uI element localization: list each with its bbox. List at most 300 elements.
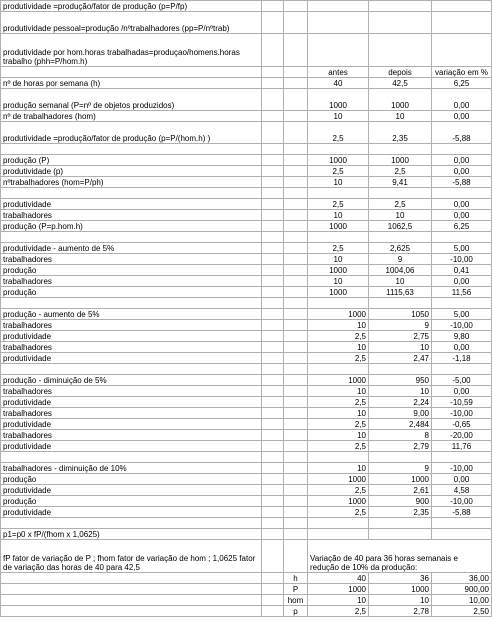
sheet-cell[interactable]: 10 (308, 408, 369, 419)
sheet-cell[interactable]: trabalhadores (1, 342, 262, 353)
sheet-cell[interactable] (308, 529, 369, 540)
sheet-cell[interactable] (284, 188, 308, 199)
sheet-cell[interactable] (432, 529, 492, 540)
sheet-cell[interactable] (308, 298, 369, 309)
sheet-cell[interactable]: p (284, 606, 308, 617)
sheet-cell[interactable] (262, 1, 284, 12)
sheet-cell[interactable]: 2,79 (369, 441, 432, 452)
sheet-cell[interactable]: 10 (308, 111, 369, 122)
sheet-cell[interactable]: -20,00 (432, 430, 492, 441)
sheet-cell[interactable]: 0,00 (432, 166, 492, 177)
sheet-row (1, 243, 492, 254)
sheet-cell[interactable]: 900 (369, 496, 432, 507)
sheet-cell[interactable]: 2,24 (369, 397, 432, 408)
sheet-cell[interactable]: 1000 (369, 474, 432, 485)
sheet-cell[interactable]: produtividade (1, 419, 262, 430)
sheet-row (1, 408, 492, 419)
sheet-cell[interactable]: fP fator de variação de P ; fhom fator de variação de hom ; 1,0625 fator de variação das horas de 40 para 42,5 (1, 540, 262, 573)
sheet-cell[interactable]: trabalhadores (1, 320, 262, 331)
sheet-cell[interactable]: 10 (308, 342, 369, 353)
sheet-cell[interactable] (308, 1, 369, 12)
sheet-cell[interactable]: 2,47 (369, 353, 432, 364)
sheet-cell[interactable] (284, 265, 308, 276)
sheet-cell[interactable] (284, 243, 308, 254)
sheet-cell[interactable]: -10,00 (432, 408, 492, 419)
sheet-cell[interactable]: p1=p0 x fP/(fhom x 1,0625) (1, 529, 262, 540)
sheet-cell[interactable]: produtividade (1, 199, 262, 210)
sheet-cell[interactable] (262, 606, 284, 617)
sheet-cell[interactable]: nºtrabalhadores (hom=P/ph) (1, 177, 262, 188)
sheet-cell[interactable] (369, 298, 432, 309)
sheet-cell[interactable] (1, 595, 262, 606)
sheet-cell[interactable] (262, 584, 284, 595)
sheet-cell[interactable] (284, 309, 308, 320)
sheet-cell[interactable] (432, 1, 492, 12)
sheet-cell[interactable]: 10 (308, 276, 369, 287)
sheet-cell[interactable] (284, 232, 308, 243)
sheet-cell[interactable]: 9,00 (369, 408, 432, 419)
sheet-cell[interactable] (262, 287, 284, 298)
sheet-cell[interactable] (262, 529, 284, 540)
sheet-cell[interactable]: 2,35 (369, 507, 432, 518)
sheet-cell[interactable]: 2,5 (308, 485, 369, 496)
sheet-cell[interactable]: 2,75 (369, 331, 432, 342)
sheet-cell[interactable]: -5,88 (432, 507, 492, 518)
sheet-cell[interactable] (1, 573, 262, 584)
sheet-cell[interactable] (262, 430, 284, 441)
sheet-cell[interactable] (284, 287, 308, 298)
sheet-cell[interactable] (262, 298, 284, 309)
sheet-cell[interactable] (284, 430, 308, 441)
sheet-cell[interactable]: 9,80 (432, 331, 492, 342)
sheet-cell[interactable]: -10,59 (432, 397, 492, 408)
sheet-cell[interactable] (284, 485, 308, 496)
sheet-cell[interactable]: 10 (369, 210, 432, 221)
sheet-cell[interactable] (369, 232, 432, 243)
sheet-cell[interactable]: variação em % (432, 67, 492, 78)
sheet-cell[interactable]: 9 (369, 254, 432, 265)
sheet-cell[interactable]: 42,5 (369, 78, 432, 89)
sheet-cell[interactable] (284, 78, 308, 89)
sheet-cell[interactable]: 0,00 (432, 386, 492, 397)
sheet-cell[interactable] (308, 518, 369, 529)
sheet-cell[interactable] (284, 496, 308, 507)
sheet-cell[interactable]: 5,00 (432, 243, 492, 254)
sheet-cell[interactable]: 10 (308, 210, 369, 221)
sheet-cell[interactable] (262, 518, 284, 529)
sheet-cell[interactable]: produção (P=p.hom.h) (1, 221, 262, 232)
sheet-cell[interactable]: produtividade (1, 507, 262, 518)
sheet-cell[interactable]: 2,5 (308, 397, 369, 408)
sheet-cell[interactable] (284, 221, 308, 232)
sheet-cell[interactable]: produtividade (1, 353, 262, 364)
sheet-row (1, 331, 492, 342)
sheet-cell[interactable] (308, 12, 369, 34)
sheet-cell[interactable]: produtividade por hom.horas trabalhadas=produçao/homens.horas trabalho (phh=P/hom.h) (1, 34, 262, 67)
sheet-cell[interactable]: 0,00 (432, 342, 492, 353)
sheet-cell[interactable] (262, 507, 284, 518)
sheet-cell[interactable]: -5,00 (432, 375, 492, 386)
sheet-cell[interactable] (262, 485, 284, 496)
sheet-cell[interactable]: 1000 (308, 287, 369, 298)
sheet-cell[interactable]: 10 (369, 595, 432, 606)
sheet-cell[interactable] (284, 320, 308, 331)
sheet-cell[interactable]: 0,41 (432, 265, 492, 276)
sheet-cell[interactable]: 1000 (308, 265, 369, 276)
sheet-cell[interactable]: 6,25 (432, 221, 492, 232)
sheet-cell[interactable] (262, 188, 284, 199)
sheet-cell[interactable]: 0,00 (432, 474, 492, 485)
sheet-cell[interactable]: 1000 (369, 155, 432, 166)
sheet-cell[interactable]: produção (1, 496, 262, 507)
sheet-cell[interactable]: 1062,5 (369, 221, 432, 232)
sheet-cell[interactable]: -10,00 (432, 320, 492, 331)
sheet-cell[interactable] (262, 78, 284, 89)
sheet-cell[interactable]: 10 (369, 386, 432, 397)
sheet-cell[interactable] (262, 111, 284, 122)
sheet-cell[interactable]: 2,625 (369, 243, 432, 254)
sheet-cell[interactable] (284, 34, 308, 67)
sheet-cell[interactable] (262, 496, 284, 507)
sheet-cell[interactable] (284, 111, 308, 122)
sheet-cell[interactable] (284, 1, 308, 12)
sheet-cell[interactable]: 2,50 (432, 606, 492, 617)
sheet-cell[interactable] (262, 155, 284, 166)
sheet-cell[interactable]: 10 (308, 430, 369, 441)
sheet-cell[interactable]: 10 (308, 595, 369, 606)
sheet-cell[interactable] (262, 144, 284, 155)
sheet-cell[interactable] (284, 529, 308, 540)
sheet-cell[interactable]: 2,5 (369, 199, 432, 210)
sheet-cell[interactable]: 40 (308, 78, 369, 89)
sheet-cell[interactable]: 10 (308, 463, 369, 474)
sheet-cell[interactable]: 10 (308, 177, 369, 188)
sheet-cell[interactable]: P (284, 584, 308, 595)
sheet-cell[interactable] (284, 518, 308, 529)
sheet-cell[interactable] (1, 606, 262, 617)
sheet-cell[interactable] (262, 364, 284, 375)
sheet-cell[interactable]: -5,88 (432, 177, 492, 188)
sheet-cell[interactable] (284, 353, 308, 364)
sheet-cell[interactable]: 10 (308, 386, 369, 397)
sheet-cell[interactable] (369, 529, 432, 540)
sheet-cell[interactable] (262, 12, 284, 34)
sheet-cell[interactable] (262, 265, 284, 276)
sheet-row (1, 188, 492, 199)
sheet-cell[interactable] (262, 397, 284, 408)
sheet-cell[interactable] (284, 298, 308, 309)
sheet-cell[interactable]: 2,5 (308, 243, 369, 254)
sheet-cell[interactable]: nº de trabalhadores (hom) (1, 111, 262, 122)
sheet-cell[interactable]: 8 (369, 430, 432, 441)
sheet-cell[interactable] (432, 188, 492, 199)
sheet-cell[interactable]: 2,5 (308, 331, 369, 342)
sheet-cell[interactable] (284, 199, 308, 210)
sheet-cell[interactable] (284, 463, 308, 474)
sheet-cell[interactable] (432, 298, 492, 309)
sheet-cell[interactable] (262, 67, 284, 78)
sheet-cell[interactable]: trabalhadores (1, 408, 262, 419)
sheet-cell[interactable] (432, 518, 492, 529)
sheet-cell[interactable] (262, 408, 284, 419)
sheet-cell[interactable]: 1000 (369, 89, 432, 111)
sheet-cell[interactable]: produtividade pessoal=produção /nºtrabalhadores (pp=P/nºtrab) (1, 12, 262, 34)
sheet-cell[interactable]: 1115,63 (369, 287, 432, 298)
sheet-cell[interactable] (284, 166, 308, 177)
sheet-cell[interactable] (369, 188, 432, 199)
sheet-cell[interactable]: 9,41 (369, 177, 432, 188)
sheet-cell[interactable] (284, 67, 308, 78)
sheet-cell[interactable] (262, 309, 284, 320)
sheet-cell[interactable]: 1050 (369, 309, 432, 320)
sheet-cell[interactable]: produtividade (1, 397, 262, 408)
sheet-cell[interactable]: 2,78 (369, 606, 432, 617)
sheet-cell[interactable]: 36 (369, 573, 432, 584)
sheet-cell[interactable] (262, 254, 284, 265)
sheet-cell[interactable]: depois (369, 67, 432, 78)
sheet-cell[interactable]: 10 (369, 276, 432, 287)
sheet-cell[interactable] (262, 342, 284, 353)
sheet-cell[interactable]: 2,5 (308, 199, 369, 210)
sheet-cell[interactable]: -0,65 (432, 419, 492, 430)
sheet-cell[interactable]: 0,00 (432, 89, 492, 111)
sheet-cell[interactable]: 10 (308, 254, 369, 265)
sheet-cell[interactable]: produção (1, 287, 262, 298)
sheet-cell[interactable]: -10,00 (432, 254, 492, 265)
sheet-cell[interactable] (369, 34, 432, 67)
sheet-cell[interactable]: 0,00 (432, 155, 492, 166)
sheet-cell[interactable]: 9 (369, 463, 432, 474)
sheet-cell[interactable]: produção - diminuição de 5% (1, 375, 262, 386)
sheet-cell[interactable] (308, 188, 369, 199)
sheet-cell[interactable]: 2,35 (369, 122, 432, 144)
sheet-cell[interactable]: nº de horas por semana (h) (1, 78, 262, 89)
sheet-cell[interactable] (432, 144, 492, 155)
sheet-cell[interactable]: 900,00 (432, 584, 492, 595)
sheet-cell[interactable] (369, 452, 432, 463)
sheet-cell[interactable]: produtividade =produção/fator de produção (p=P/(hom.h) ) (1, 122, 262, 144)
sheet-cell[interactable] (284, 375, 308, 386)
sheet-cell[interactable]: 1000 (308, 221, 369, 232)
sheet-cell[interactable]: -10,00 (432, 463, 492, 474)
sheet-cell[interactable]: produtividade (p) (1, 166, 262, 177)
sheet-cell[interactable]: trabalhadores (1, 386, 262, 397)
sheet-cell[interactable] (262, 573, 284, 584)
sheet-cell[interactable] (284, 177, 308, 188)
sheet-cell[interactable]: 2,5 (308, 166, 369, 177)
sheet-cell[interactable]: trabalhadores (1, 430, 262, 441)
sheet-cell[interactable] (1, 584, 262, 595)
sheet-cell[interactable] (262, 452, 284, 463)
sheet-cell[interactable] (308, 144, 369, 155)
sheet-cell[interactable]: 1000 (308, 89, 369, 111)
sheet-cell[interactable]: 0,00 (432, 111, 492, 122)
sheet-cell[interactable] (1, 452, 262, 463)
sheet-cell[interactable]: produtividade =produção/fator de produção (p=P/fp) (1, 1, 262, 12)
sheet-cell[interactable]: 6,25 (432, 78, 492, 89)
sheet-cell[interactable]: 10 (308, 320, 369, 331)
sheet-cell[interactable] (262, 276, 284, 287)
sheet-cell[interactable] (369, 518, 432, 529)
sheet-row (1, 122, 492, 144)
sheet-cell[interactable] (284, 364, 308, 375)
sheet-cell[interactable] (1, 188, 262, 199)
sheet-cell[interactable] (432, 364, 492, 375)
sheet-cell[interactable] (284, 397, 308, 408)
sheet-cell[interactable] (369, 1, 432, 12)
sheet-cell[interactable]: produção - aumento de 5% (1, 309, 262, 320)
sheet-cell[interactable] (308, 452, 369, 463)
sheet-cell[interactable]: 2,5 (308, 507, 369, 518)
sheet-cell[interactable] (284, 144, 308, 155)
sheet-cell[interactable] (284, 419, 308, 430)
sheet-cell[interactable]: 2,484 (369, 419, 432, 430)
sheet-cell[interactable] (262, 320, 284, 331)
sheet-cell[interactable] (284, 122, 308, 144)
sheet-cell[interactable] (1, 144, 262, 155)
sheet-cell[interactable] (262, 386, 284, 397)
sheet-cell[interactable]: 1000 (369, 584, 432, 595)
sheet-cell[interactable] (432, 452, 492, 463)
sheet-cell[interactable]: 0,00 (432, 210, 492, 221)
sheet-cell[interactable]: 1004,06 (369, 265, 432, 276)
sheet-cell[interactable]: 11,56 (432, 287, 492, 298)
sheet-cell[interactable]: 2,5 (369, 166, 432, 177)
sheet-cell[interactable]: produção (P) (1, 155, 262, 166)
sheet-cell[interactable]: 2,5 (308, 122, 369, 144)
sheet-cell[interactable] (262, 331, 284, 342)
sheet-cell[interactable] (262, 232, 284, 243)
sheet-cell[interactable] (262, 419, 284, 430)
sheet-cell[interactable]: 1000 (308, 309, 369, 320)
sheet-cell[interactable]: 1000 (308, 496, 369, 507)
sheet-cell[interactable] (1, 67, 262, 78)
sheet-cell[interactable]: 1000 (308, 474, 369, 485)
sheet-cell[interactable] (1, 364, 262, 375)
sheet-cell[interactable]: 2,5 (308, 606, 369, 617)
sheet-cell[interactable]: -10,00 (432, 496, 492, 507)
sheet-cell[interactable]: 2,5 (308, 419, 369, 430)
sheet-cell[interactable] (1, 518, 262, 529)
sheet-cell[interactable]: 40 (308, 573, 369, 584)
sheet-cell[interactable]: 2,5 (308, 441, 369, 452)
sheet-cell[interactable] (262, 474, 284, 485)
sheet-cell[interactable]: trabalhadores (1, 276, 262, 287)
sheet-cell[interactable]: trabalhadores - diminuição de 10% (1, 463, 262, 474)
sheet-cell[interactable]: produtividade - aumento de 5% (1, 243, 262, 254)
sheet-cell[interactable]: produtividade (1, 485, 262, 496)
sheet-cell[interactable] (284, 342, 308, 353)
sheet-cell[interactable]: produção (1, 265, 262, 276)
sheet-cell[interactable] (284, 441, 308, 452)
sheet-cell[interactable] (262, 353, 284, 364)
sheet-cell[interactable] (284, 331, 308, 342)
sheet-cell[interactable] (262, 243, 284, 254)
sheet-cell[interactable] (369, 364, 432, 375)
sheet-cell[interactable]: produção (1, 474, 262, 485)
sheet-cell[interactable]: 9 (369, 320, 432, 331)
sheet-cell[interactable] (284, 210, 308, 221)
sheet-cell[interactable]: 0,00 (432, 276, 492, 287)
sheet-cell[interactable] (284, 452, 308, 463)
sheet-cell[interactable] (284, 276, 308, 287)
sheet-cell[interactable]: -5,88 (432, 122, 492, 144)
sheet-cell[interactable] (1, 232, 262, 243)
sheet-cell[interactable]: 1000 (308, 375, 369, 386)
sheet-cell[interactable] (308, 364, 369, 375)
sheet-cell[interactable]: 1000 (308, 155, 369, 166)
sheet-cell[interactable] (262, 221, 284, 232)
sheet-cell[interactable] (262, 441, 284, 452)
sheet-cell[interactable] (284, 540, 308, 573)
sheet-cell[interactable]: trabalhadores (1, 210, 262, 221)
sheet-cell[interactable] (262, 34, 284, 67)
sheet-cell[interactable] (262, 540, 284, 573)
sheet-cell[interactable]: 1000 (308, 584, 369, 595)
sheet-cell[interactable]: -1,18 (432, 353, 492, 364)
sheet-cell[interactable]: 10,00 (432, 595, 492, 606)
sheet-cell[interactable] (284, 254, 308, 265)
sheet-cell[interactable]: Variação de 40 para 36 horas semanais e redução de 10% da produção: (308, 540, 492, 573)
sheet-cell[interactable] (284, 386, 308, 397)
sheet-cell[interactable] (284, 474, 308, 485)
sheet-cell[interactable]: antes (308, 67, 369, 78)
sheet-cell[interactable] (284, 155, 308, 166)
sheet-cell[interactable] (262, 122, 284, 144)
sheet-cell[interactable] (262, 199, 284, 210)
sheet-cell[interactable]: 2,61 (369, 485, 432, 496)
sheet-cell[interactable] (262, 166, 284, 177)
sheet-cell[interactable]: 950 (369, 375, 432, 386)
sheet-cell[interactable]: 11,76 (432, 441, 492, 452)
sheet-cell[interactable]: 10 (369, 342, 432, 353)
sheet-cell[interactable]: trabalhadores (1, 254, 262, 265)
sheet-cell[interactable] (284, 12, 308, 34)
sheet-cell[interactable] (308, 232, 369, 243)
sheet-cell[interactable]: 2,5 (308, 353, 369, 364)
sheet-cell[interactable]: 0,00 (432, 199, 492, 210)
sheet-cell[interactable] (262, 463, 284, 474)
sheet-row (1, 452, 492, 463)
sheet-cell[interactable]: 36,00 (432, 573, 492, 584)
sheet-cell[interactable]: produtividade (1, 331, 262, 342)
sheet-cell[interactable] (284, 89, 308, 111)
sheet-cell[interactable] (262, 210, 284, 221)
sheet-cell[interactable] (262, 595, 284, 606)
sheet-cell[interactable] (432, 12, 492, 34)
sheet-cell[interactable] (262, 177, 284, 188)
sheet-cell[interactable] (432, 232, 492, 243)
sheet-cell[interactable]: 5,00 (432, 309, 492, 320)
sheet-cell[interactable]: 4,58 (432, 485, 492, 496)
sheet-cell[interactable]: produção semanal (P=nº de objetos produzidos) (1, 89, 262, 111)
sheet-cell[interactable]: hom (284, 595, 308, 606)
sheet-cell[interactable] (284, 408, 308, 419)
sheet-cell[interactable]: h (284, 573, 308, 584)
sheet-cell[interactable]: produtividade (1, 441, 262, 452)
sheet-cell[interactable] (369, 12, 432, 34)
sheet-cell[interactable] (1, 298, 262, 309)
sheet-cell[interactable] (308, 34, 369, 67)
sheet-cell[interactable] (432, 34, 492, 67)
sheet-row (1, 386, 492, 397)
sheet-cell[interactable]: 10 (369, 111, 432, 122)
sheet-cell[interactable] (369, 144, 432, 155)
sheet-cell[interactable] (262, 89, 284, 111)
sheet-row (1, 474, 492, 485)
sheet-cell[interactable] (262, 375, 284, 386)
sheet-cell[interactable] (284, 507, 308, 518)
